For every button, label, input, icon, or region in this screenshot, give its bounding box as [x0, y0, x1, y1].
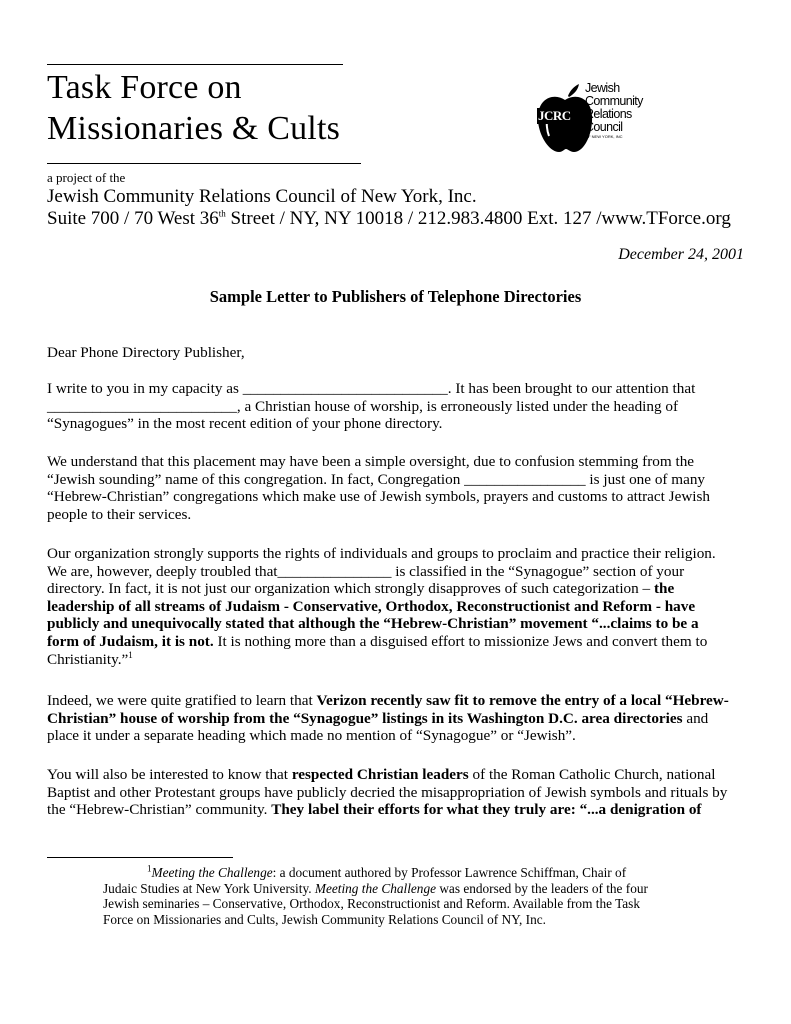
p3-line-7 — [47, 651, 752, 669]
logo-monogram: JCRC — [538, 108, 571, 123]
logo-wordmark — [585, 82, 643, 139]
letter-heading: Sample Letter to Publishers of Telephone Directories — [209, 287, 582, 306]
p5-line-2: Baptist and other Protestant groups have publicly decried the misappropriation of Jewish symbols and rituals by — [47, 783, 728, 801]
p4-line-1 — [47, 692, 752, 710]
p2-line-1: We understand that this placement may have been a simple oversight, due to confusion stemming from the — [47, 453, 695, 470]
address-ordinal: th — [218, 208, 226, 219]
p1-line-1: I write to you in my capacity as ___________________________. It has been brought to our attention that — [47, 380, 696, 397]
p4-line-1-bold: Verizon recently saw fit to remove the entry of a local “Hebrew- — [316, 692, 729, 709]
project-of-text: a project of the — [47, 170, 126, 185]
p3-line-3 — [47, 580, 752, 598]
p5-line-3-text: the “Hebrew-Christian” community. — [47, 801, 272, 819]
p3-line-5: publicly and unequivocally stated that although the “Hebrew-Christian” movement “...claims to be a — [47, 615, 699, 633]
footnote-title-2: Meeting the Challenge — [314, 880, 436, 896]
title-line-1: Task Force on — [47, 69, 242, 106]
p2-line-2: “Jewish sounding” name of this congregation. In fact, Congregation ________________ is just one of many — [47, 470, 706, 488]
footnote-line-2-text-b: was endorsed by the leaders of the four — [436, 880, 648, 896]
p3-line-6-text: It is nothing more than a disguised effort to missionize Jews and convert them to — [213, 632, 708, 650]
title-line-2: Missionaries & Cults — [47, 110, 341, 147]
p3-line-6-bold: form of Judaism, it is not. — [47, 632, 214, 650]
p1-line-2: _________________________, a Christian house of worship, is erroneously listed under the heading of — [47, 397, 679, 415]
p4-line-2-text: and — [682, 709, 709, 727]
p3-line-7-text: Christianity.” — [47, 650, 129, 668]
logo-line-4: Council — [585, 120, 623, 134]
p5-line-3-bold: They label their efforts for what they truly are: “...a denigration of — [271, 801, 702, 819]
p3-line-1: Our organization strongly supports the rights of individuals and groups to proclaim and practice their religion. — [47, 545, 716, 562]
logo-line-2: Community — [585, 94, 643, 108]
p3-line-6 — [47, 633, 752, 651]
jcrc-logo — [535, 82, 655, 156]
p2-line-3: “Hebrew-Christian” congregations which make use of Jewish symbols, prayers and customs to attract Jewish — [47, 488, 711, 506]
footnote-ref-1[interactable]: 1 — [128, 649, 133, 660]
header-top-rule — [47, 64, 343, 65]
p3-line-3-text: directory. In fact, it is not just our organization which strongly disapproves of such categorization – — [47, 580, 654, 598]
p3-line-3-bold: the — [653, 580, 675, 598]
p5-line-1-text-b: of the Roman Catholic Church, national — [468, 766, 716, 783]
footnote-1 — [103, 865, 743, 927]
footnote-title-1: Meeting the Challenge — [151, 865, 273, 880]
p5-line-1-text-a: You will also be interested to know that — [47, 766, 292, 783]
footnote-line-2 — [103, 881, 743, 897]
org-address — [47, 208, 731, 230]
paragraph-3 — [47, 545, 752, 668]
p4-line-2-bold: Christian” house of worship from the “Synagogue” listings in its Washington D.C. area directories — [47, 709, 683, 727]
footnote-separator — [47, 857, 233, 858]
p1-line-3: “Synagogues” in the most recent edition of your phone directory. — [47, 415, 443, 433]
address-part-2: Street / NY, NY 10018 / 212.983.4800 Ext. 127 /www.TForce.org — [225, 208, 731, 229]
footnote-line-1 — [103, 865, 743, 881]
p5-line-3 — [47, 801, 752, 819]
p3-line-4: leadership of all streams of Judaism - Conservative, Orthodox, Reconstructionist and Reform - have — [47, 597, 696, 615]
logo-line-1: Jewish — [585, 81, 620, 95]
paragraph-4 — [47, 692, 752, 745]
address-part-1: Suite 700 / 70 West 36 — [47, 208, 219, 229]
org-name: Jewish Community Relations Council of New York, Inc. — [47, 186, 477, 207]
paragraph-1 — [47, 380, 752, 433]
p5-line-1 — [47, 766, 752, 784]
paragraph-2 — [47, 453, 752, 523]
header-bottom-rule — [47, 163, 361, 164]
p4-line-1-text: Indeed, we were quite gratified to learn that — [47, 692, 317, 709]
letter-date: December 24, 2001 — [618, 246, 744, 263]
salutation: Dear Phone Directory Publisher, — [47, 344, 245, 361]
paragraph-5 — [47, 766, 752, 819]
logo-line-3: Relations — [585, 107, 632, 121]
footnote-line-4: Force on Missionaries and Cults, Jewish Community Relations Council of NY, Inc. — [103, 911, 546, 927]
p5-line-1-bold: respected Christian leaders — [291, 766, 469, 783]
p2-line-4: people to their services. — [47, 505, 192, 523]
p3-line-2: We are, however, deeply troubled that_______________ is classified in the “Synagogue” section of your — [47, 562, 685, 580]
footnote-mark: 1 — [147, 863, 152, 874]
p4-line-3: place it under a separate heading which made no mention of “Synagogue” or “Jewish”. — [47, 727, 576, 745]
footnote-line-3: Jewish seminaries – Conservative, Orthodox, Reconstructionist and Reform. Available from the Task — [103, 896, 640, 912]
p4-line-2 — [47, 710, 752, 728]
footnote-line-1-text: : a document authored by Professor Lawrence Schiffman, Chair of — [272, 865, 627, 880]
logo-line-5: OF NEW YORK, INC — [585, 134, 623, 139]
footnote-line-2-text-a: Judaic Studies at New York University. — [103, 880, 315, 896]
